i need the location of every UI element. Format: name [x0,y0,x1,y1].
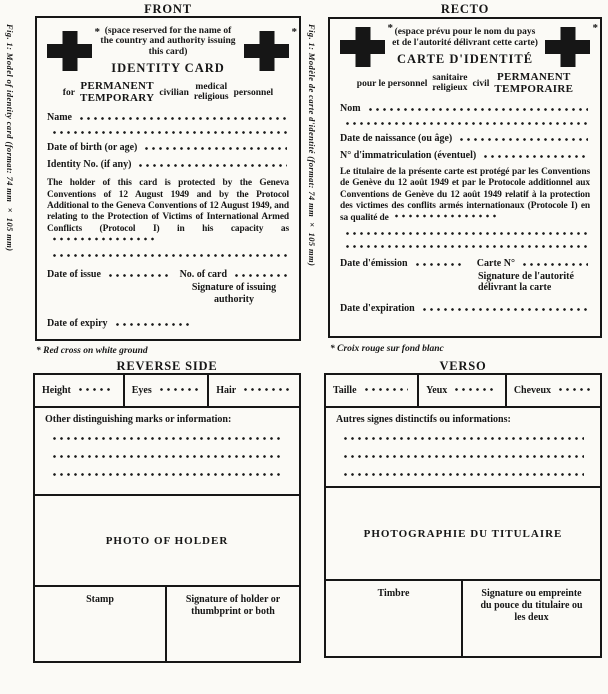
dotted-fill-line [367,105,588,114]
issue-and-card-number-row: Date of issue No. of card [47,268,289,281]
reverse-section-title: REVERSE SIDE [116,359,218,373]
photo-of-holder-area: PHOTOGRAPHIE DU TITULAIRE [326,488,600,581]
footnote-asterisk: * [94,26,100,39]
dotted-fill-line [51,251,287,260]
photo-of-holder-area: PHOTO OF HOLDER [35,496,299,587]
dotted-fill-line [51,452,283,461]
dotted-fill-line [458,135,588,144]
dotted-fill-line [482,152,588,161]
card-header [47,26,297,76]
footnote-asterisk: * [387,22,393,34]
red-cross-icon [244,26,297,71]
identity-card-back-french [324,373,602,658]
dotted-fill-line [342,452,584,461]
status-stack: PERMANENT TEMPORARY [79,80,155,104]
name-field-row: Name [47,111,289,124]
dotted-fill-line [51,470,283,479]
dotted-fill-line [414,260,465,269]
civilian-word: civilian [159,87,189,98]
dotted-fill-line [158,385,198,394]
dotted-fill-line [344,242,588,251]
dotted-fill-line [77,385,114,394]
dotted-fill-line [51,128,287,137]
stamp-cell: Timbre [326,581,463,656]
holder-signature-cell: Signature ou empreinte du pouce du titulaire ou les deux [480,588,583,623]
dotted-fill-line [143,144,287,153]
dotted-fill-line [233,271,287,280]
verso-section-title: VERSO [439,359,487,373]
issuing-authority-signature-label: Signature de l'autorité délivrant la carte [478,270,574,294]
name-field-row: Nom [340,102,590,115]
dotted-fill-line [363,385,409,394]
issue-and-card-number-row: Date d'émission Carte N° [340,257,590,270]
recto-section-title: RECTO [440,2,490,16]
dotted-fill-line [242,385,290,394]
holder-signature-cell: Signature of holder or thumbprint or both [185,594,281,617]
dotted-fill-line [78,114,287,123]
personnel-category-line [340,72,590,95]
footnote-english: * Red cross on white ground [36,346,148,356]
expiry-field-row: Date of expiry [47,317,192,330]
idno-field-row: N° d'immatriculation (éventuel) [340,149,590,162]
civil-word: civil [472,78,490,89]
dotted-fill-line [342,434,584,443]
physical-traits-row: Taille Yeux Cheveux [326,375,600,408]
physical-traits-row: Height Eyes Hair [35,375,299,408]
identity-card-front-french [328,17,602,338]
role-stack: sanitaire religieux [432,72,468,93]
dotted-fill-line [107,271,168,280]
distinguishing-marks-section: Autres signes distinctifs ou informations: [326,408,600,488]
identity-card-back-english [33,373,301,663]
figure-caption-english: Fig. 1: Model of identity card (format: 74 mm × 105 mm) [5,24,15,252]
for-words: pour le personnel [356,78,428,89]
personnel-category-line [47,81,289,104]
issuer-space-note: (espace prévu pour le nom du pays et de l'autorité délivrant cette carte) [392,27,538,48]
dotted-fill-line [51,434,283,443]
legal-protection-paragraph: The holder of this card is protected by the Geneva Conventions of 12 August 1949 and by the Protocol Additional to the Geneva Conventions of 12 August 1949, and relating to the Protection of Victims of International Armed Conflicts (Protocol I) in his capacity as [47,178,289,247]
personnel-word: personnel [233,87,274,98]
dotted-fill-line [344,229,588,238]
dotted-fill-line [393,212,497,220]
stamp-and-signature-row [35,587,299,661]
dotted-fill-line [521,260,588,269]
footnote-asterisk: * [291,26,297,39]
role-stack: medical religious [193,81,229,102]
dotted-fill-line [453,385,496,394]
red-cross-icon [545,22,598,67]
dotted-fill-line [51,235,155,243]
card-title: CARTE D'IDENTITÉ [396,51,534,66]
status-stack: PERMANENT TEMPORAIRE [494,71,574,95]
issuing-authority-signature-label: Signature of issuing authority [191,282,277,305]
dotted-fill-line [342,470,584,479]
footnote-asterisk: * [592,22,598,34]
dotted-fill-line [114,320,191,329]
card-header [340,22,598,67]
issuer-space-note: (space reserved for the name of the country and authority issuing this card) [100,26,236,57]
dob-field-row: Date de naissance (ou âge) [340,132,590,145]
identity-card-front-english [35,16,301,341]
front-section-title: FRONT [144,2,192,16]
red-cross-icon [47,26,100,71]
dotted-fill-line [557,385,591,394]
distinguishing-marks-section: Other distinguishing marks or information: [35,408,299,496]
for-word: for [62,87,75,98]
legal-protection-paragraph: Le titulaire de la présente carte est protégé par les Conventions de Genève du 12 août 1949 et par le Protocole additionnel aux Conventions de Genève du 12 août 1949 relatif à la protection des victimes des conflits armés internationaux (Protocole I) en sa qualité de [340,167,590,224]
stamp-and-signature-row [326,581,600,656]
card-title: IDENTITY CARD [111,61,225,76]
dotted-fill-line [137,161,287,170]
stamp-cell: Stamp [35,587,167,661]
idno-field-row: Identity No. (if any) [47,158,289,171]
dob-field-row: Date of birth (or age) [47,141,289,154]
expiry-field-row: Date d'expiration [340,302,590,315]
red-cross-icon [340,22,393,67]
footnote-french: * Croix rouge sur fond blanc [330,344,444,354]
dotted-fill-line [344,119,588,128]
figure-caption-french: Fig. 1: Modèle de carte d'identité (format: 74 mm × 105 mm) [307,24,317,267]
dotted-fill-line [421,305,588,314]
